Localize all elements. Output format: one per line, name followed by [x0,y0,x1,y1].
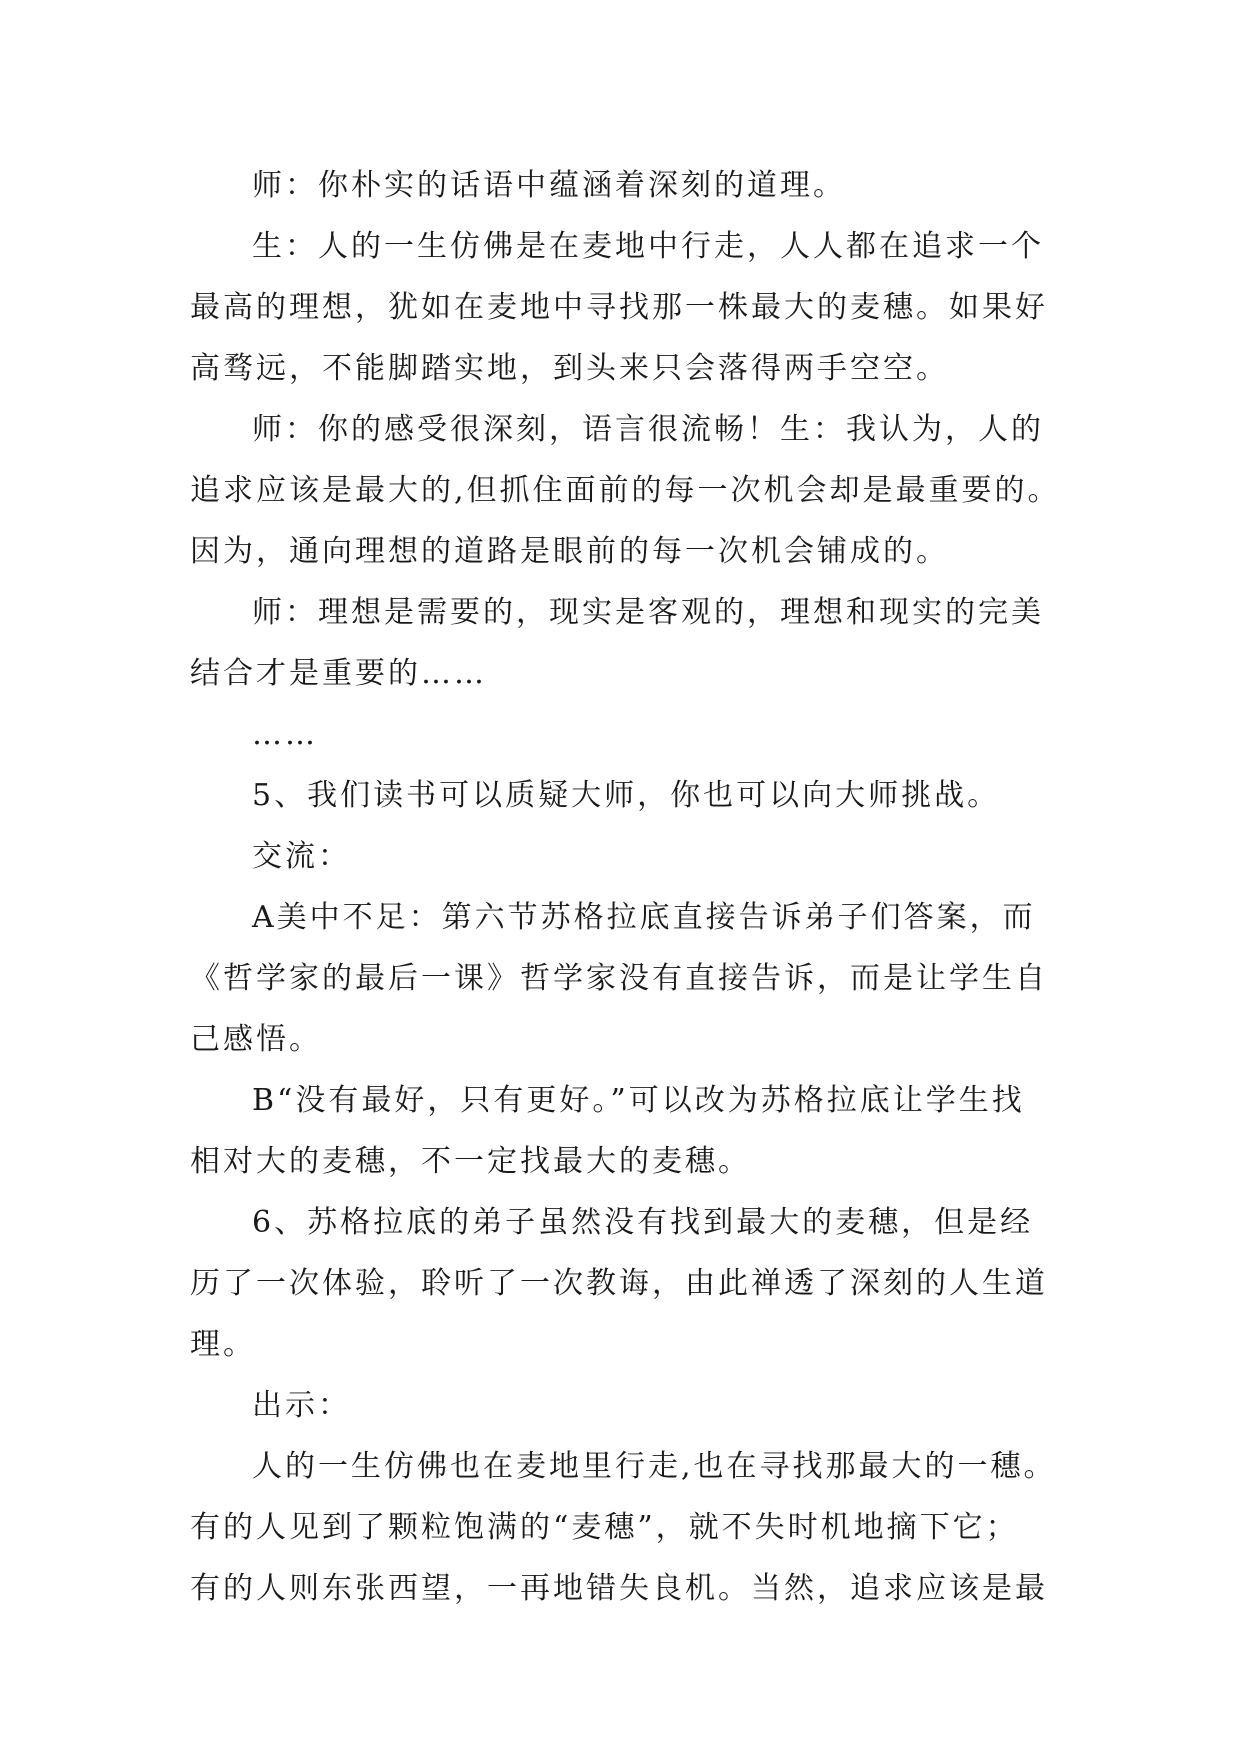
text-line: 人的一生仿佛也在麦地里行走,也在寻找那最大的一穗。 [252,1449,1057,1484]
text-line: 历了一次体验，聆听了一次教诲，由此禅透了深刻的人生道 [190,1266,1048,1301]
text-line: B“没有最好，只有更好。”可以改为苏格拉底让学生找 [252,1083,1025,1118]
text-line: 有的人见到了颗粒饱满的“麦穗”，就不失时机地摘下它； [190,1510,1019,1545]
text-line: 理。 [190,1327,256,1362]
text-line: …… [252,717,318,752]
text-line: 结合才是重要的…… [190,656,487,691]
text-line: 6、苏格拉底的弟子虽然没有找到最大的麦穗，但是经 [252,1205,1034,1240]
text-line: 相对大的麦穗，不一定找最大的麦穗。 [190,1144,751,1179]
text-line: 最高的理想，犹如在麦地中寻找那一株最大的麦穗。如果好 [190,290,1048,325]
text-line: 生：人的一生仿佛是在麦地中行走，人人都在追求一个 [252,229,1044,264]
text-line: 追求应该是最大的,但抓住面前的每一次机会却是最重要的。 [190,473,1061,508]
text-line: 有的人则东张西望，一再地错失良机。当然，追求应该是最 [190,1571,1048,1606]
text-line: 高骛远，不能脚踏实地，到头来只会落得两手空空。 [190,351,949,386]
text-line: 5、我们读书可以质疑大师，你也可以向大师挑战。 [252,778,1001,813]
document-body [190,155,1061,1619]
text-line: A美中不足：第六节苏格拉底直接告诉弟子们答案，而 [252,900,1036,935]
text-line: 出示： [252,1388,351,1423]
text-line: 因为，通向理想的道路是眼前的每一次机会铺成的。 [190,534,949,569]
text-line: 师：理想是需要的，现实是客观的，理想和现实的完美 [252,595,1044,630]
text-line: 师：你的感受很深刻，语言很流畅！生：我认为，人的 [252,412,1044,447]
text-line: 己感悟。 [190,1022,322,1057]
text-line: 师：你朴实的话语中蕴涵着深刻的道理。 [252,168,846,203]
text-line: 《哲学家的最后一课》哲学家没有直接告诉，而是让学生自 [190,961,1048,996]
text-line: 交流： [252,839,351,874]
